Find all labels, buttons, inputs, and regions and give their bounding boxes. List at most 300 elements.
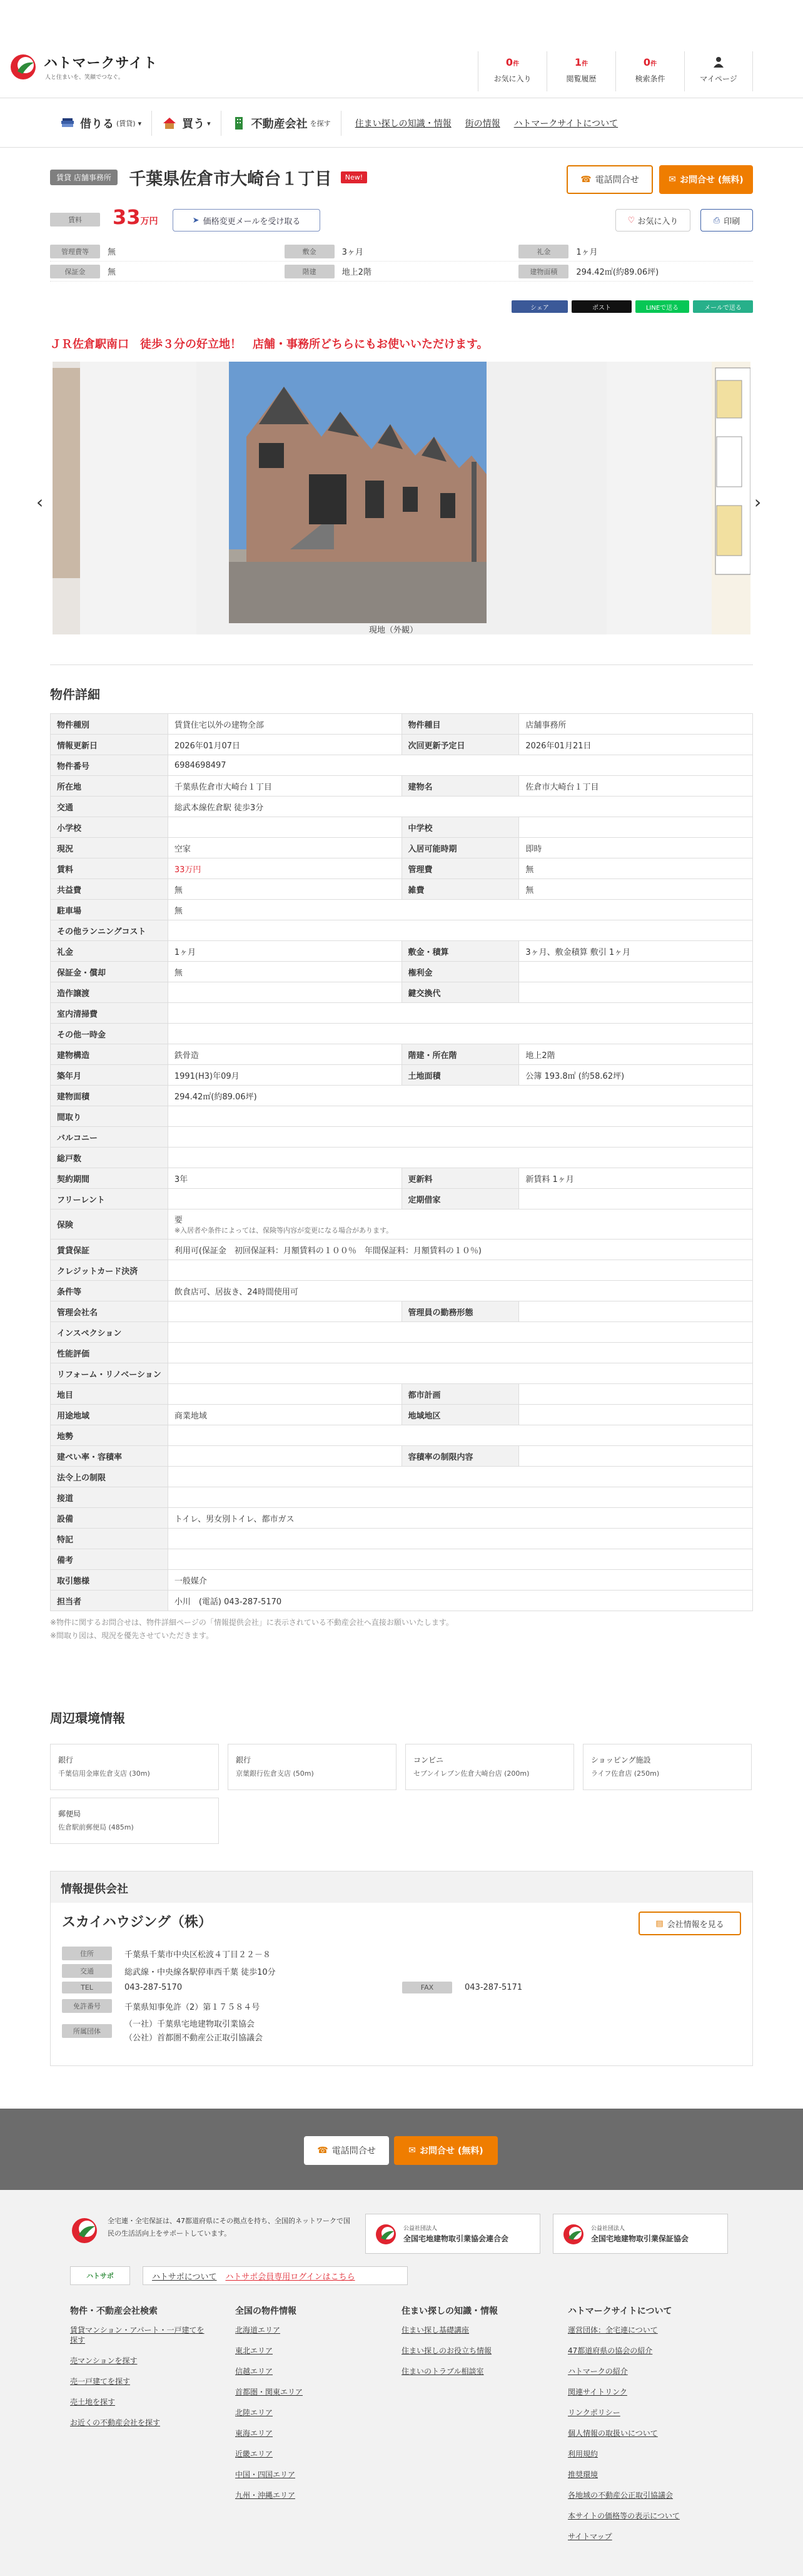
footer-link[interactable]: サイトマップ bbox=[568, 2532, 612, 2541]
detail-key: 建物名 bbox=[402, 776, 519, 797]
provider-key: 免許番号 bbox=[62, 1999, 112, 2013]
detail-row bbox=[51, 920, 753, 941]
nav-buy[interactable] bbox=[152, 111, 221, 136]
detail-key: 築年月 bbox=[51, 1065, 168, 1086]
environment-type: コンビニ bbox=[413, 1756, 444, 1764]
detail-key: 物件種目 bbox=[402, 714, 519, 735]
environment-heading: 周辺環境情報 bbox=[50, 1711, 125, 1726]
hatomark-icon bbox=[562, 2223, 585, 2246]
detail-row bbox=[51, 714, 753, 735]
detail-value: 小川 (電話) 043-287-5170 bbox=[168, 1591, 752, 1611]
nav-rent-sub: (賃貸) bbox=[116, 120, 136, 128]
nav-link-town[interactable]: 街の情報 bbox=[465, 119, 500, 129]
zentakuren-link[interactable] bbox=[365, 2214, 540, 2254]
detail-key: 所在地 bbox=[51, 776, 168, 797]
saved-search-count: 0 bbox=[643, 56, 651, 68]
detail-value: 3年 bbox=[168, 1168, 402, 1189]
detail-key: 交通 bbox=[51, 797, 168, 817]
detail-row bbox=[51, 962, 753, 982]
detail-notes bbox=[50, 1616, 453, 1642]
detail-key: 物件種別 bbox=[51, 714, 168, 735]
favorites-label: お気に入り bbox=[493, 74, 532, 83]
detail-value: 無 bbox=[168, 962, 402, 982]
detail-row bbox=[51, 1260, 753, 1281]
environment-item bbox=[583, 1744, 752, 1790]
provider-key: FAX bbox=[402, 1982, 452, 1993]
detail-row bbox=[51, 1065, 753, 1086]
company-info-button[interactable] bbox=[639, 1912, 741, 1935]
detail-value: 利用可(保証金 初回保証料：月額賃料の１００％ 年間保証料：月額賃料の１０％) bbox=[168, 1240, 752, 1260]
detail-key: 条件等 bbox=[51, 1281, 168, 1301]
bottom-tel-label: 電話問合せ bbox=[331, 2146, 376, 2156]
environment-item bbox=[50, 1798, 219, 1844]
divider bbox=[50, 664, 753, 665]
footer-link[interactable]: リンクポリシー bbox=[568, 2408, 620, 2417]
detail-value: 無 bbox=[519, 879, 753, 900]
environment-item bbox=[405, 1744, 574, 1790]
detail-row bbox=[51, 1549, 753, 1570]
detail-value: 総武本線佐倉駅 徒歩3分 bbox=[168, 797, 752, 817]
detail-key: 現況 bbox=[51, 838, 168, 858]
property-title-area bbox=[50, 165, 753, 190]
footer-column bbox=[70, 2306, 208, 2438]
footer-link[interactable]: 首都圏・関東エリア bbox=[235, 2388, 303, 2396]
detail-value bbox=[519, 1189, 753, 1209]
footer-link[interactable]: ハトマークの紹介 bbox=[568, 2367, 628, 2376]
detail-row bbox=[51, 755, 753, 776]
new-badge: New! bbox=[341, 171, 367, 183]
detail-row bbox=[51, 1106, 753, 1127]
detail-row bbox=[51, 1003, 753, 1024]
detail-key: 容積率の制限内容 bbox=[402, 1446, 519, 1467]
phone-icon: ☎ bbox=[580, 175, 592, 185]
footer-description: 全宅連・全宅保証は、47都道府県にその拠点を持ち、全国的ネットワークで国民の生活活向上をサポートしています。 bbox=[108, 2217, 350, 2237]
header-icon-bar bbox=[478, 51, 753, 91]
site-tagline: 人と住まいを、笑顔でつなぐ。 bbox=[45, 74, 124, 81]
image-gallery bbox=[0, 362, 803, 637]
company-info-label: 会社情報を見る bbox=[667, 1920, 724, 1930]
detail-key: 中学校 bbox=[402, 817, 519, 838]
summary-value: 無 bbox=[108, 248, 116, 257]
provider-access: 総武線・中央線各駅停車西千葉 徒歩10分 bbox=[124, 1967, 276, 1977]
price-alert-label: 価格変更メールを受け取る bbox=[203, 216, 301, 227]
footer-link[interactable]: 東海エリア bbox=[235, 2429, 273, 2438]
provider-tel[interactable]: 043-287-5170 bbox=[124, 1983, 183, 1992]
provider-assoc: （公社）首都圏不動産公正取引協議会 bbox=[124, 2034, 263, 2043]
history-label: 閲覧履歴 bbox=[566, 74, 597, 83]
detail-value bbox=[168, 1363, 752, 1384]
summary-key: 階建 bbox=[285, 265, 335, 278]
detail-key: 礼金 bbox=[51, 941, 168, 962]
mail-share-button[interactable]: メールで送る bbox=[693, 300, 753, 313]
environment-item bbox=[228, 1744, 396, 1790]
nav-rent[interactable] bbox=[50, 111, 152, 136]
detail-key: 定期借家 bbox=[402, 1189, 519, 1209]
catch-copy: ＪＲ佐倉駅南口 徒歩３分の好立地！ 店舗・事務所どちらにもお使いいただけます。 bbox=[50, 338, 488, 351]
provider-fax: 043-287-5171 bbox=[465, 1983, 523, 1992]
footer-link[interactable]: 各地域の不動産公正取引協議会 bbox=[568, 2491, 674, 2500]
send-icon: ➤ bbox=[192, 215, 199, 225]
hatomark-logo-icon[interactable] bbox=[9, 53, 38, 81]
detail-value bbox=[168, 1106, 752, 1127]
footer-link[interactable]: 北陸エリア bbox=[235, 2408, 273, 2417]
detail-row bbox=[51, 1240, 753, 1260]
footer-column bbox=[235, 2306, 373, 2511]
detail-value bbox=[168, 1024, 752, 1044]
detail-key: 室内清掃費 bbox=[51, 1003, 168, 1024]
footer-link[interactable]: 売マンションを探す bbox=[70, 2356, 138, 2365]
footer-link[interactable]: 住まい探しのお役立ち情報 bbox=[402, 2346, 492, 2355]
detail-heading: 物件詳細 bbox=[50, 687, 100, 702]
footer-link[interactable]: 関連サイトリンク bbox=[568, 2388, 627, 2396]
hatomark-icon bbox=[375, 2223, 397, 2246]
mail-icon: ✉ bbox=[669, 175, 677, 185]
environment-name: 千葉信用金庫佐倉支店 (30m) bbox=[58, 1769, 150, 1778]
hatosapo-links bbox=[143, 2266, 408, 2285]
detail-key: 用途地域 bbox=[51, 1405, 168, 1425]
tel-inquiry-label: 電話問合せ bbox=[595, 175, 639, 185]
building-photo bbox=[196, 362, 607, 634]
detail-key: 情報更新日 bbox=[51, 735, 168, 755]
provider-address: 千葉県千葉市中央区松波４丁目２２－８ bbox=[124, 1950, 271, 1960]
detail-key: 次回更新予定日 bbox=[402, 735, 519, 755]
detail-key: 建物面積 bbox=[51, 1086, 168, 1106]
detail-key: 地目 bbox=[51, 1384, 168, 1405]
detail-row bbox=[51, 1467, 753, 1487]
footer-link[interactable]: 運営団体：全宅連について bbox=[568, 2326, 658, 2334]
footer-link[interactable]: 推奨環境 bbox=[568, 2470, 598, 2479]
environment-type: 銀行 bbox=[236, 1756, 251, 1764]
detail-value: 飲食店可、居抜き、24時間使用可 bbox=[168, 1281, 752, 1301]
footer-link[interactable]: 住まい探し基礎講座 bbox=[402, 2326, 470, 2334]
footer-link[interactable]: 47都道府県の協会の紹介 bbox=[568, 2346, 653, 2355]
chevron-left-icon[interactable]: ‹ bbox=[36, 492, 44, 512]
saved-search-label: 検索条件 bbox=[635, 74, 665, 83]
detail-value: 店舗事務所 bbox=[519, 714, 753, 735]
print-label: 印刷 bbox=[724, 216, 740, 227]
hatosapo-login-link[interactable]: ハトサポ会員専用ログインはこちら bbox=[225, 2272, 355, 2282]
detail-key: リフォーム・リノベーション bbox=[51, 1363, 168, 1384]
detail-key: 駐車場 bbox=[51, 900, 168, 920]
detail-value: 3ヶ月、敷金積算 敷引 1ヶ月 bbox=[519, 941, 753, 962]
detail-key: 保険 bbox=[51, 1209, 168, 1240]
detail-key: 敷金・積算 bbox=[402, 941, 519, 962]
detail-row bbox=[51, 1487, 753, 1508]
detail-value: 地上2階 bbox=[519, 1044, 753, 1065]
nav-buy-label: 買う bbox=[182, 118, 205, 131]
bottom-inquiry-button[interactable] bbox=[394, 2136, 498, 2165]
detail-value: 商業地域 bbox=[168, 1405, 402, 1425]
detail-value bbox=[168, 920, 752, 941]
bottom-tel-button[interactable] bbox=[304, 2136, 389, 2165]
mail-icon: ✉ bbox=[408, 2146, 417, 2156]
history-link[interactable] bbox=[547, 51, 615, 91]
footer-link[interactable]: 北海道エリア bbox=[235, 2326, 281, 2334]
detail-row bbox=[51, 1591, 753, 1611]
detail-value bbox=[168, 1487, 752, 1508]
hatosapo-logo[interactable]: ハトサポ bbox=[70, 2266, 130, 2285]
detail-row bbox=[51, 941, 753, 962]
detail-key: 鍵交換代 bbox=[402, 982, 519, 1003]
detail-key: 総戸数 bbox=[51, 1148, 168, 1168]
detail-value bbox=[168, 1301, 402, 1322]
detail-value bbox=[168, 1529, 752, 1549]
detail-key: 契約期間 bbox=[51, 1168, 168, 1189]
assoc-name: 全国宅地建物取引業保証協会 bbox=[591, 2234, 689, 2243]
mypage-label: マイページ bbox=[700, 74, 737, 83]
footer-link[interactable]: 本サイトの価格等の表示について bbox=[568, 2512, 680, 2520]
detail-value: トイレ、男女別トイレ、都市ガス bbox=[168, 1508, 752, 1529]
detail-key: 共益費 bbox=[51, 879, 168, 900]
assoc-pre: 公益社団法人 bbox=[403, 2226, 438, 2232]
hatosapo-about-link[interactable]: ハトサポについて bbox=[152, 2272, 217, 2282]
detail-key: 階建・所在階 bbox=[402, 1044, 519, 1065]
footer-link[interactable]: 売一戸建てを探す bbox=[70, 2377, 131, 2386]
favorites-count: 0 bbox=[505, 56, 513, 68]
detail-key: 管理員の勤務形態 bbox=[402, 1301, 519, 1322]
favorites-unit: 件 bbox=[513, 61, 520, 68]
nav-agent[interactable] bbox=[221, 111, 341, 136]
property-type-tag: 賃貸 店舗事務所 bbox=[50, 170, 118, 185]
detail-value: 2026年01月21日 bbox=[519, 735, 753, 755]
detail-value: 無 bbox=[168, 879, 402, 900]
provider-heading: 情報提供会社 bbox=[51, 1871, 752, 1903]
summary-value: 地上2階 bbox=[341, 268, 371, 277]
detail-key: 更新料 bbox=[402, 1168, 519, 1189]
price-number: 33 bbox=[113, 205, 141, 229]
detail-key: 管理費 bbox=[402, 858, 519, 879]
detail-value bbox=[519, 1405, 753, 1425]
environment-name: セブンイレブン佐倉大崎台店 (200m) bbox=[413, 1769, 530, 1778]
detail-row bbox=[51, 982, 753, 1003]
detail-value: 即時 bbox=[519, 838, 753, 858]
detail-note: ※間取り図は、現況を優先させていただきます。 bbox=[50, 1631, 214, 1640]
environment-name: 京葉銀行佐倉支店 (50m) bbox=[236, 1769, 314, 1778]
detail-key: 法令上の制限 bbox=[51, 1467, 168, 1487]
detail-key: クレジットカード決済 bbox=[51, 1260, 168, 1281]
summary-key: 管理費等 bbox=[50, 245, 100, 258]
facebook-share-button[interactable]: シェア bbox=[512, 300, 568, 313]
detail-value: 佐倉市大崎台１丁目 bbox=[519, 776, 753, 797]
footer-link[interactable]: 住まいのトラブル相談室 bbox=[402, 2367, 484, 2376]
detail-row bbox=[51, 858, 753, 879]
detail-row bbox=[51, 1446, 753, 1467]
nav-link-about[interactable]: ハトマークサイトについて bbox=[513, 119, 619, 129]
footer-link[interactable]: 売土地を探す bbox=[70, 2398, 116, 2406]
detail-key: 設備 bbox=[51, 1508, 168, 1529]
detail-value bbox=[168, 1384, 402, 1405]
detail-row bbox=[51, 776, 753, 797]
phone-icon: ☎ bbox=[317, 2146, 328, 2156]
summary-key: 礼金 bbox=[518, 245, 568, 258]
detail-key: インスペクション bbox=[51, 1322, 168, 1343]
footer-column-title: 物件・不動産会社検索 bbox=[70, 2306, 158, 2316]
provider-key: 住所 bbox=[62, 1947, 112, 1960]
detail-table bbox=[50, 713, 753, 1611]
detail-key: 物件番号 bbox=[51, 755, 168, 776]
bottom-inquiry-label: お問合せ (無料) bbox=[420, 2146, 483, 2156]
environment-type: ショッピング施設 bbox=[591, 1756, 651, 1764]
insurance-note: ※入居者や条件によっては、保険等内容が変更になる場合があります。 bbox=[174, 1226, 393, 1235]
detail-value bbox=[168, 1260, 752, 1281]
print-button[interactable] bbox=[700, 209, 753, 232]
environment-type: 郵便局 bbox=[58, 1810, 81, 1818]
bottom-contact-bar bbox=[0, 2109, 803, 2190]
detail-value: 賃貸住宅以外の建物全部 bbox=[168, 714, 402, 735]
global-nav bbox=[0, 98, 803, 148]
books-icon bbox=[60, 116, 75, 131]
detail-value bbox=[168, 1148, 752, 1168]
summary-value: 3ヶ月 bbox=[341, 248, 363, 257]
detail-value: 空家 bbox=[168, 838, 402, 858]
detail-key: 小学校 bbox=[51, 817, 168, 838]
environment-name: ライフ佐倉店 (250m) bbox=[591, 1769, 660, 1778]
detail-row bbox=[51, 1044, 753, 1065]
detail-value bbox=[168, 1467, 752, 1487]
detail-key: 地域地区 bbox=[402, 1405, 519, 1425]
building-icon bbox=[231, 116, 246, 131]
detail-value bbox=[519, 1384, 753, 1405]
detail-key: 権利金 bbox=[402, 962, 519, 982]
footer-link[interactable]: 利用規約 bbox=[568, 2450, 598, 2458]
detail-value bbox=[168, 1322, 752, 1343]
detail-row bbox=[51, 1127, 753, 1148]
line-share-button[interactable]: LINEで送る bbox=[635, 300, 689, 313]
prev-image[interactable] bbox=[53, 362, 80, 634]
detail-key: その他一時金 bbox=[51, 1024, 168, 1044]
summary-value: 無 bbox=[108, 268, 116, 277]
detail-value bbox=[168, 1209, 752, 1240]
history-unit: 件 bbox=[582, 61, 588, 68]
footer-link[interactable]: 中国・四国エリア bbox=[235, 2470, 296, 2479]
assoc-name: 全国宅地建物取引業協会連合会 bbox=[403, 2234, 509, 2243]
footer-link[interactable]: お近くの不動産会社を探す bbox=[70, 2418, 161, 2427]
detail-row bbox=[51, 797, 753, 817]
site-logo-text[interactable]: ハトマークサイト bbox=[44, 56, 158, 71]
chevron-right-icon[interactable]: › bbox=[754, 492, 762, 512]
mypage-link[interactable] bbox=[684, 51, 753, 91]
footer-column-title: 住まい探しの知識・情報 bbox=[402, 2306, 498, 2316]
footer-link[interactable]: 信越エリア bbox=[235, 2367, 273, 2376]
chevron-down-icon: ▾ bbox=[138, 119, 142, 128]
detail-row bbox=[51, 1281, 753, 1301]
price-unit: 万円 bbox=[140, 216, 158, 227]
detail-row bbox=[51, 1384, 753, 1405]
property-title: 千葉県佐倉市大崎台１丁目 bbox=[129, 170, 332, 189]
footer-column-title: 全国の物件情報 bbox=[235, 2306, 296, 2316]
price-value bbox=[113, 205, 158, 229]
zentakuhoshou-link[interactable] bbox=[553, 2214, 728, 2254]
detail-value: 鉄骨造 bbox=[168, 1044, 402, 1065]
provider-key: TEL bbox=[62, 1982, 112, 1993]
detail-value: 公簿 193.8㎡ (約58.62坪) bbox=[519, 1065, 753, 1086]
detail-key: 性能評価 bbox=[51, 1343, 168, 1363]
footer-link[interactable]: 個人情報の取扱いについて bbox=[568, 2429, 658, 2438]
x-post-button[interactable]: ポスト bbox=[572, 300, 632, 313]
share-buttons bbox=[512, 300, 753, 313]
footer-link[interactable]: 東北エリア bbox=[235, 2346, 273, 2355]
tel-inquiry-button[interactable] bbox=[567, 165, 653, 194]
detail-key: 造作譲渡 bbox=[51, 982, 168, 1003]
detail-key: 保証金・償却 bbox=[51, 962, 168, 982]
summary-key: 保証金 bbox=[50, 265, 100, 278]
provider-key: 所属団体 bbox=[62, 2024, 112, 2038]
footer bbox=[0, 2190, 803, 2576]
detail-key: 土地面積 bbox=[402, 1065, 519, 1086]
footer-column-title: ハトマークサイトについて bbox=[568, 2306, 672, 2316]
detail-row bbox=[51, 1570, 753, 1591]
detail-key: 建物構造 bbox=[51, 1044, 168, 1065]
provider-assoc: （一社）千葉県宅地建物取引業協会 bbox=[124, 2020, 255, 2029]
detail-row bbox=[51, 1322, 753, 1343]
house-icon bbox=[162, 116, 177, 131]
environment-item bbox=[50, 1744, 219, 1790]
inquiry-label: お問合せ (無料) bbox=[680, 175, 744, 185]
detail-row bbox=[51, 1168, 753, 1189]
summary-value: 294.42㎡(約89.06坪) bbox=[576, 268, 659, 277]
price-alert-button[interactable] bbox=[173, 209, 320, 232]
footer-column bbox=[402, 2306, 539, 2387]
detail-value bbox=[168, 1003, 752, 1024]
footer-link[interactable]: 九州・沖縄エリア bbox=[235, 2491, 296, 2500]
detail-row bbox=[51, 1363, 753, 1384]
detail-value: 2026年01月07日 bbox=[168, 735, 402, 755]
price-label: 賃料 bbox=[50, 213, 100, 227]
favorites-link[interactable] bbox=[478, 51, 547, 91]
provider-license: 千葉県知事免許（2）第１７５８４号 bbox=[124, 2002, 260, 2012]
detail-row bbox=[51, 1343, 753, 1363]
detail-row bbox=[51, 879, 753, 900]
detail-row bbox=[51, 1209, 753, 1240]
detail-value: 無 bbox=[168, 900, 752, 920]
footer-link[interactable]: 賃貸マンション・アパート・一戸建てを探す bbox=[70, 2326, 205, 2344]
saved-search-link[interactable] bbox=[615, 51, 684, 91]
detail-key: 間取り bbox=[51, 1106, 168, 1127]
nav-agent-sub: を探す bbox=[310, 120, 331, 128]
detail-value bbox=[168, 982, 402, 1003]
detail-row bbox=[51, 1148, 753, 1168]
detail-value bbox=[519, 1446, 753, 1467]
detail-row bbox=[51, 817, 753, 838]
footer-link[interactable]: 近畿エリア bbox=[235, 2450, 273, 2458]
detail-value bbox=[168, 1127, 752, 1148]
summary-value: 1ヶ月 bbox=[576, 248, 598, 257]
detail-value bbox=[168, 1343, 752, 1363]
detail-value: 千葉県佐倉市大崎台１丁目 bbox=[168, 776, 402, 797]
detail-row bbox=[51, 1086, 753, 1106]
summary-key: 敷金 bbox=[285, 245, 335, 258]
inquiry-button[interactable] bbox=[659, 165, 753, 194]
detail-key: フリーレント bbox=[51, 1189, 168, 1209]
detail-value bbox=[168, 1425, 752, 1446]
detail-value: 1991(H3)年09月 bbox=[168, 1065, 402, 1086]
nav-link-knowledge[interactable]: 住まい探しの知識・情報 bbox=[355, 119, 452, 129]
detail-key: 賃貸保証 bbox=[51, 1240, 168, 1260]
detail-row bbox=[51, 1301, 753, 1322]
detail-value: 新賃料 1ヶ月 bbox=[519, 1168, 753, 1189]
detail-key: 地勢 bbox=[51, 1425, 168, 1446]
main-image[interactable] bbox=[196, 362, 607, 634]
favorite-label: お気に入り bbox=[637, 216, 679, 227]
detail-key: 接道 bbox=[51, 1487, 168, 1508]
favorite-button[interactable] bbox=[615, 209, 690, 232]
detail-row bbox=[51, 1529, 753, 1549]
detail-key: 備考 bbox=[51, 1549, 168, 1570]
next-image[interactable] bbox=[712, 362, 750, 634]
detail-row bbox=[51, 1508, 753, 1529]
nav-rent-label: 借りる bbox=[80, 118, 114, 131]
saved-search-unit: 件 bbox=[650, 61, 657, 68]
